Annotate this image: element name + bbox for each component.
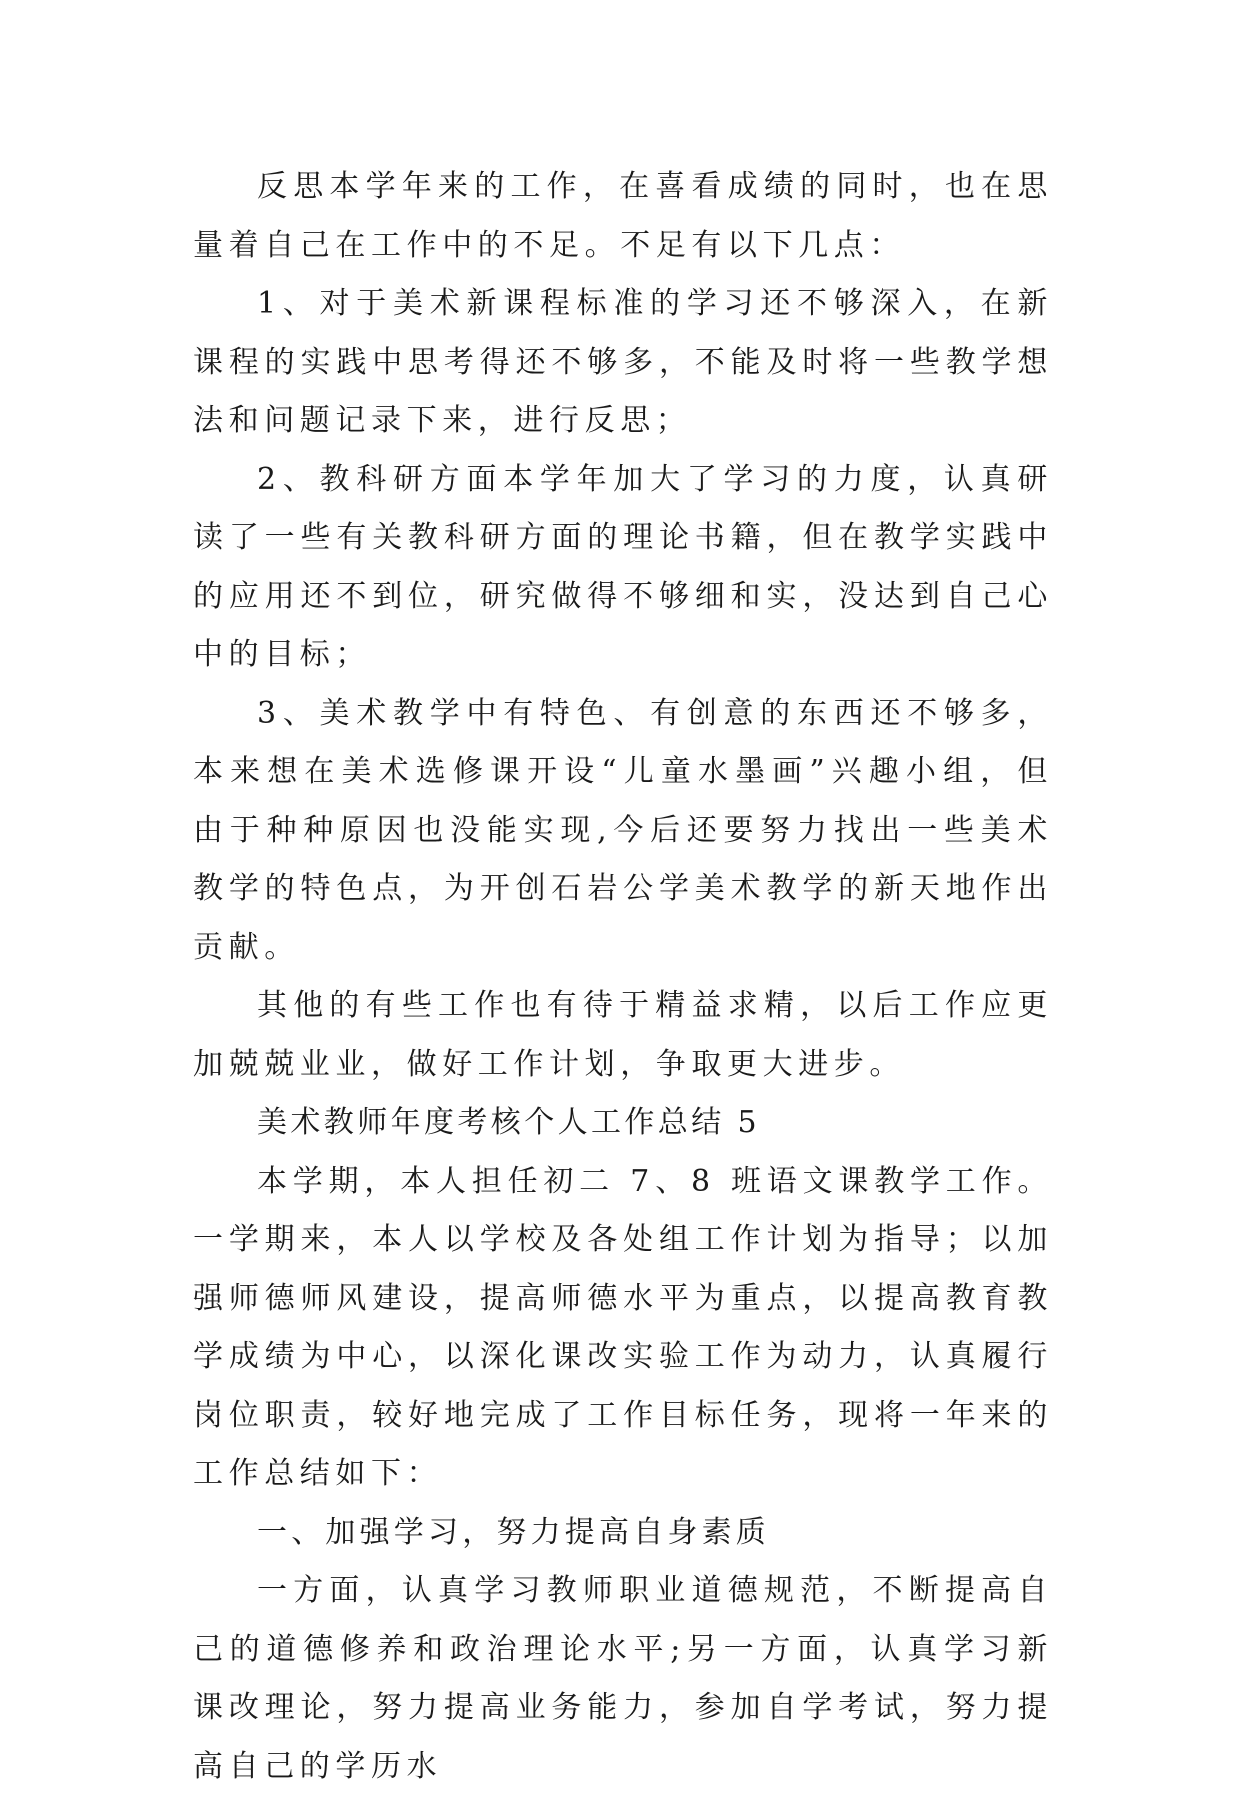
section-title: 美术教师年度考核个人工作总结 5 bbox=[257, 1105, 761, 1140]
paragraph-reflection-intro: 反思本学年来的工作，在喜看成绩的同时，也在思量着自己在工作中的不足。不足有以下几点： bbox=[193, 169, 1053, 263]
paragraph-shortcoming-1: 1、对于美术新课程标准的学习还不够深入，在新课程的实践中思考得还不够多，不能及时将一些教学想法和问题记录下来，进行反思； bbox=[193, 286, 1053, 438]
paragraph-study: 一方面，认真学习教师职业道德规范，不断提高自己的道德修养和政治理论水平;另一方面，认真学习新课改理论，努力提高业务能力，参加自学考试，努力提高自己的学历水 bbox=[193, 1573, 1053, 1784]
paragraph-shortcoming-2: 2、教科研方面本学年加大了学习的力度，认真研读了一些有关教科研方面的理论书籍，但在教学实践中的应用还不到位，研究做得不够细和实，没达到自己心中的目标； bbox=[193, 461, 1053, 672]
paragraph-other-work: 其他的有些工作也有待于精益求精，以后工作应更加兢兢业业，做好工作计划，争取更大进步。 bbox=[193, 988, 1053, 1082]
document-body bbox=[193, 158, 1053, 1796]
subsection-heading: 一、加强学习，努力提高自身素质 bbox=[257, 1514, 770, 1550]
paragraph-shortcoming-3: 3、美术教学中有特色、有创意的东西还不够多，本来想在美术选修课开设“儿童水墨画”兴趣小组，但由于种种原因也没能实现,今后还要努力找出一些美术教学的特色点，为开创石岩公学美术教学的新天地作出贡献。 bbox=[193, 695, 1053, 965]
paragraph-semester-summary: 本学期，本人担任初二 7、8 班语文课教学工作。一学期来，本人以学校及各处组工作计划为指导；以加强师德师风建设，提高师德水平为重点，以提高教育教学成绩为中心，以深化课改实验工作为动力，认真履行岗位职责，较好地完成了工作目标任务，现将一年来的工作总结如下： bbox=[193, 1163, 1053, 1491]
